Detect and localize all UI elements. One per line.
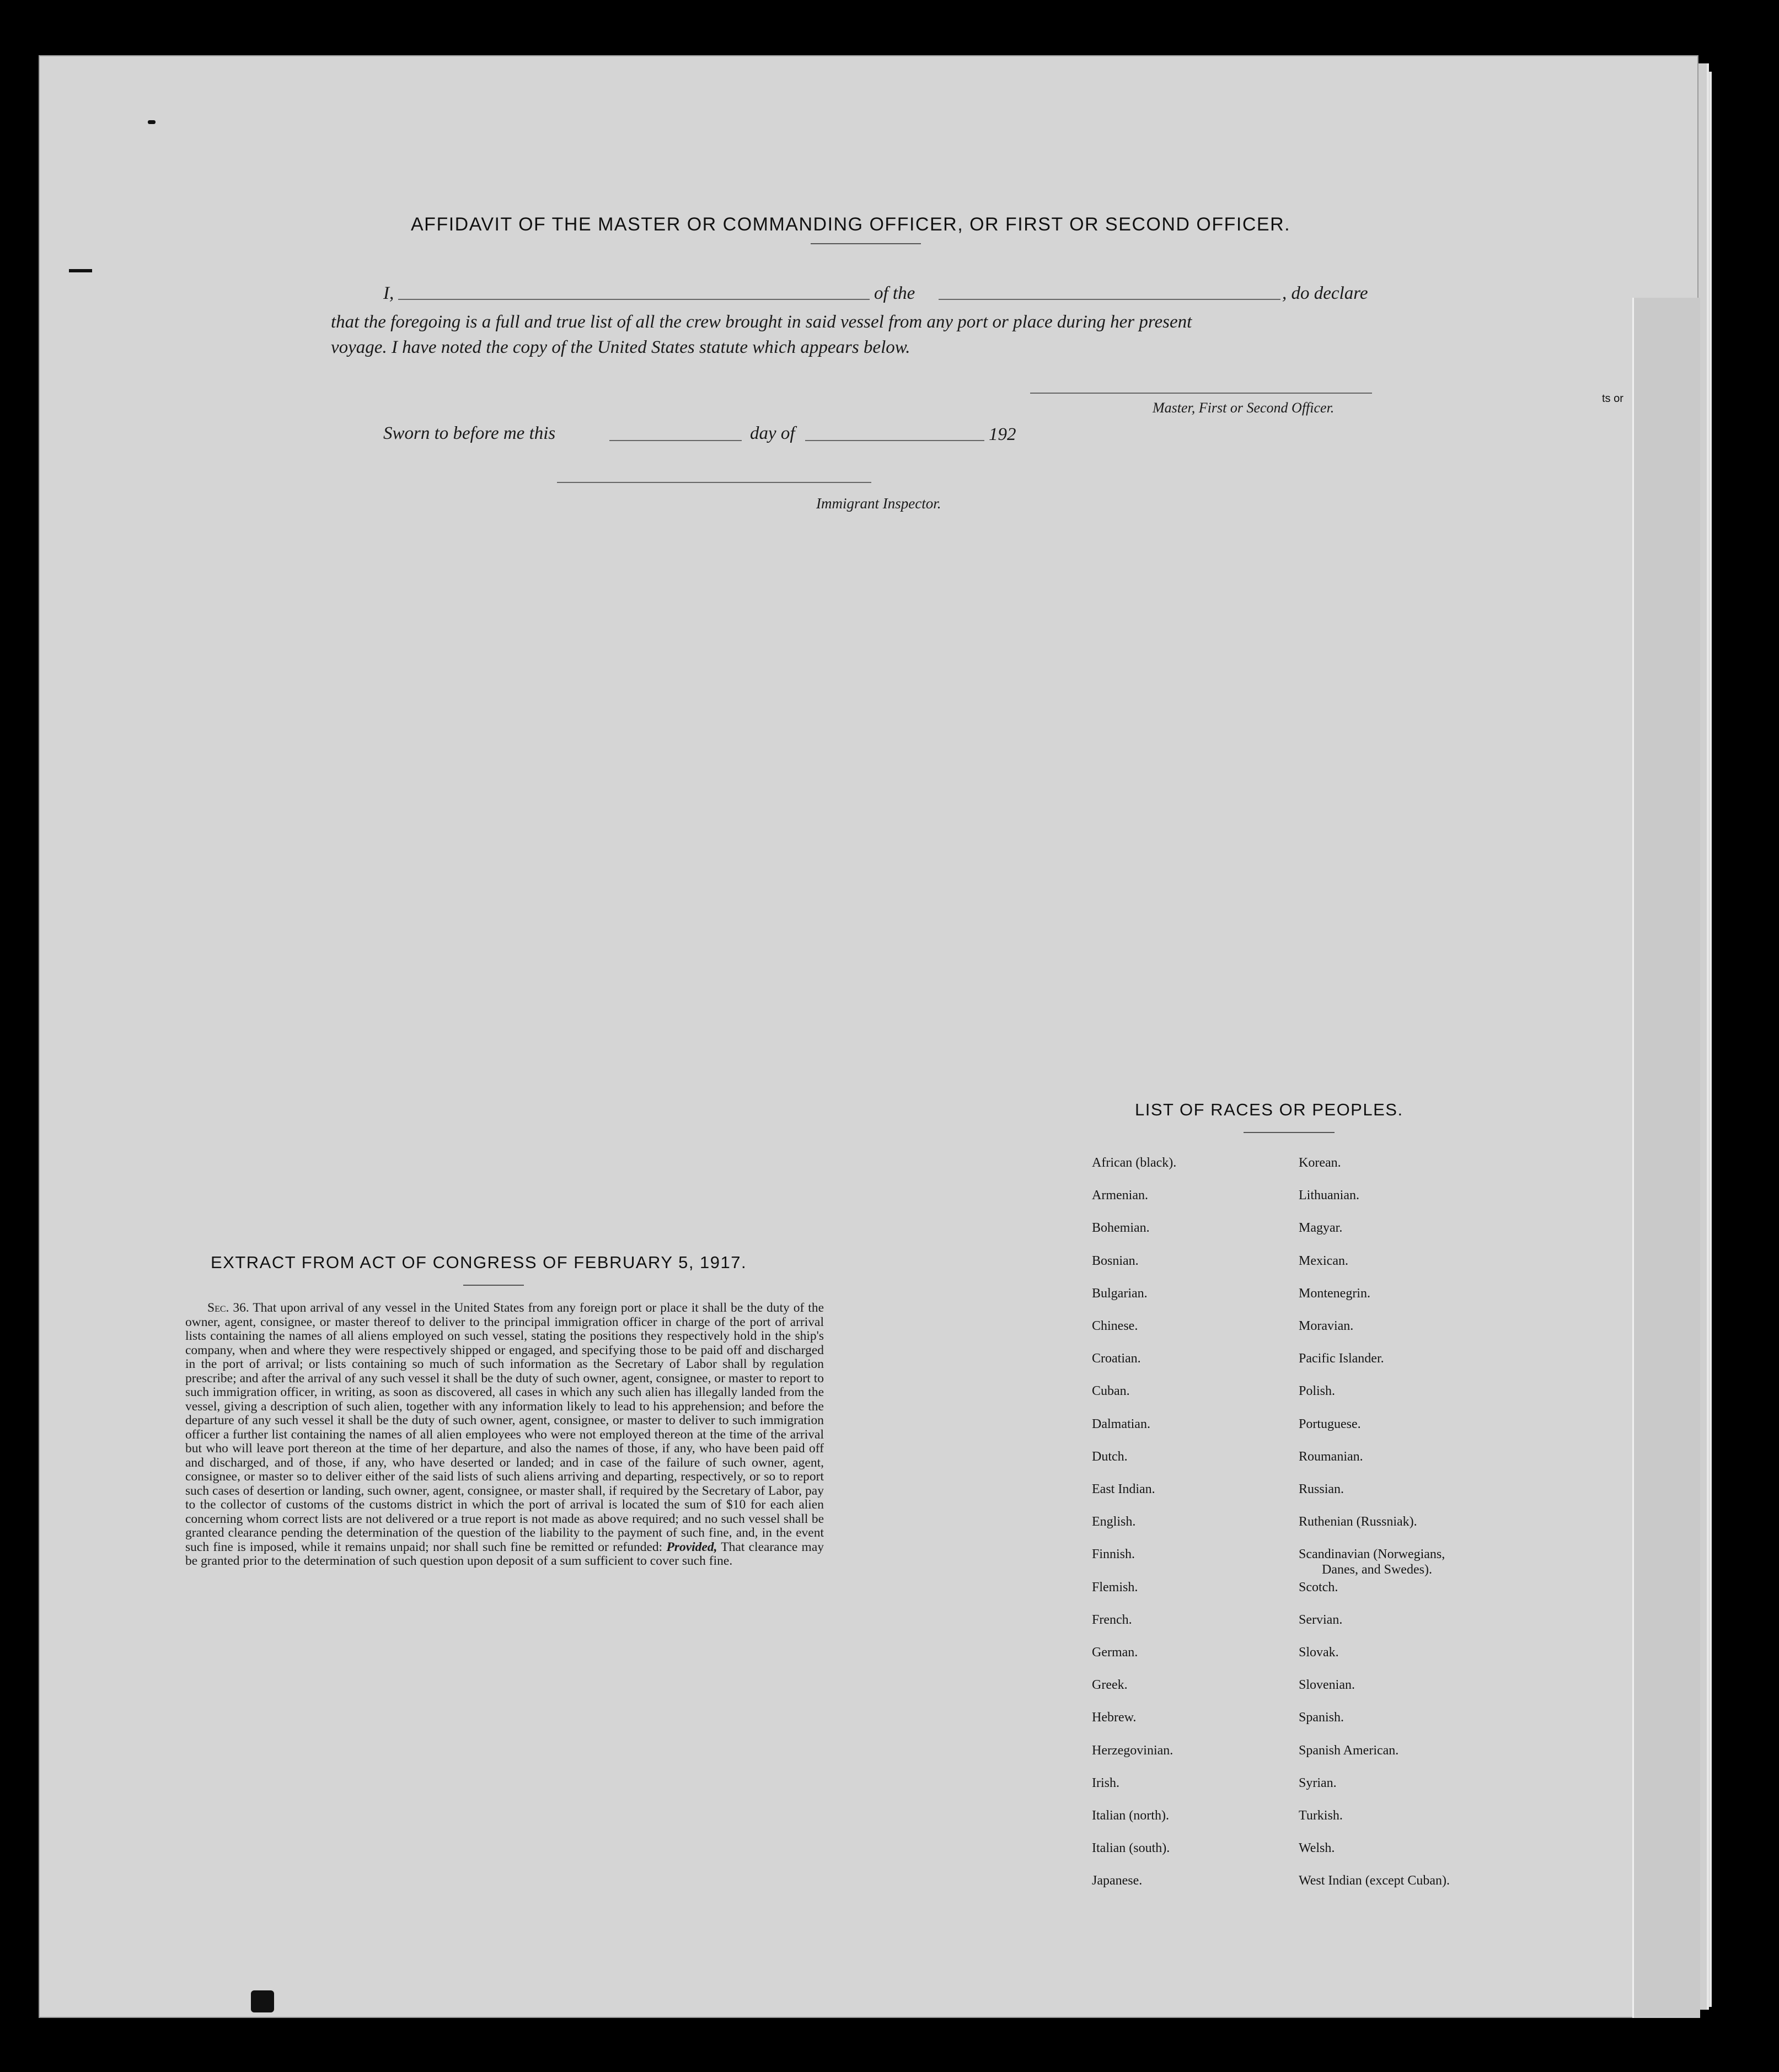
extract-title-rule (463, 1285, 524, 1286)
race-item-left-13: Flemish. (1092, 1580, 1138, 1595)
signature-caption: Master, First or Second Officer. (1153, 400, 1335, 416)
race-item-right-16: Slovak. (1299, 1645, 1339, 1660)
sworn-mid: day of (750, 423, 795, 443)
race-item-left-12: Finnish. (1092, 1547, 1135, 1562)
master-name-blank (398, 299, 870, 300)
race-item-right-15: Servian. (1299, 1612, 1343, 1627)
affidavit-line1-mid: of the (874, 283, 915, 303)
statute-body: That upon arrival of any vessel in the United States from any foreign port or place it shall be the duty of the owner, agent, consignee, or master thereof to deliver to the principal immigration officer in charge of the port of arrival lists containing the names of all aliens employed on such vessel, stating the positions they respectively hold in the ship's company, when and where they were respectively shipped or engaged, and specifying those to be paid off and discharged in the port of arrival; or lists containing so much of such information as the Secretary of Labor shall by regulation prescribe; and after the arrival of any such vessel it shall be the duty of such owner, agent, consignee, or master to report to such immigration officer, in writing, as soon as discovered, all cases in which any such alien has illegally landed from the vessel, giving a description of such alien, together with any information likely to lead to his apprehension; and before the departure of any such vessel it shall be the duty of such owner, agent, consignee, or master to deliver to such immigration officer a further list containing the names of all alien employees who were not employed thereon at the time of the arrival but who will leave port thereon at the time of her departure, and also the names of those, if any, who have been paid off and discharged, and of those, if any, who have deserted or landed; and in case of the failure of such owner, agent, consignee, or master so to deliver either of the said lists of such aliens arriving and departing, respectively, or so to report such cases of desertion or landing, such owner, agent, consignee, or master shall, if required by the Secretary of Labor, pay to the collector of customs of the customs district in which the port of arrival is located the sum of $10 for each alien concerning whom correct lists are not delivered or a true report is not made as above required; and no such vessel shall be granted clearance pending the determination of the question of the liability to the payment of such fine, and, in the event such fine is imposed, while it remains unpaid; nor shall such fine be remitted or refunded: (185, 1301, 824, 1554)
races-title: LIST OF RACES OR PEOPLES. (1135, 1100, 1403, 1119)
ink-mark-top-left (148, 120, 156, 124)
race-item-left-16: Greek. (1092, 1678, 1128, 1693)
race-item-left-7: Cuban. (1092, 1384, 1130, 1399)
affidavit-title-rule (811, 243, 921, 244)
race-item-left-4: Bulgarian. (1092, 1286, 1148, 1301)
affidavit-line3: voyage. I have noted the copy of the United States statute which appears below. (331, 337, 910, 357)
race-item-left-9: Dutch. (1092, 1449, 1128, 1464)
race-item-right-11: Ruthenian (Russniak). (1299, 1515, 1417, 1529)
inspector-caption: Immigrant Inspector. (816, 495, 941, 512)
affidavit-title: AFFIDAVIT OF THE MASTER OR COMMANDING OFFICER, OR FIRST OR SECOND OFFICER. (411, 214, 1291, 235)
race-item-left-21: Italian (south). (1092, 1841, 1170, 1856)
race-item-right-3: Mexican. (1299, 1253, 1348, 1268)
race-item-right-17: Slovenian. (1299, 1678, 1355, 1693)
race-item-left-0: African (black). (1092, 1156, 1177, 1170)
races-title-rule (1244, 1132, 1335, 1133)
affidavit-line1-end: , do declare (1282, 283, 1368, 303)
race-item-right-22: Welsh. (1299, 1841, 1335, 1856)
race-item-right-0: Korean. (1299, 1156, 1341, 1170)
race-item-right-5: Moravian. (1299, 1319, 1354, 1333)
sworn-start: Sworn to before me this (383, 423, 556, 443)
section-label: Sec. 36. (207, 1301, 249, 1315)
race-item-left-14: French. (1092, 1612, 1132, 1627)
statute-text (185, 1301, 824, 1569)
race-item-right-1: Lithuanian. (1299, 1188, 1359, 1203)
race-item-left-18: Herzegovinian. (1092, 1743, 1174, 1758)
race-item-left-6: Croatian. (1092, 1351, 1141, 1366)
provided-text: That clearance may be granted prior to the determination of such question upon deposit of a sum sufficient to cover such fine. (185, 1539, 824, 1568)
race-item-right-14: Scotch. (1299, 1580, 1338, 1595)
race-item-right-9: Roumanian. (1299, 1449, 1363, 1464)
margin-fragment: ts or (1602, 393, 1623, 405)
race-item-left-22: Japanese. (1092, 1874, 1143, 1888)
race-item-left-20: Italian (north). (1092, 1808, 1169, 1823)
race-item-right-23: West Indian (except Cuban). (1299, 1874, 1450, 1888)
race-item-left-10: East Indian. (1092, 1482, 1155, 1496)
inspector-blank (557, 482, 871, 483)
race-item-right-12: Scandinavian (Norwegians, (1299, 1547, 1445, 1562)
race-item-left-5: Chinese. (1092, 1319, 1138, 1333)
race-item-right-8: Portuguese. (1299, 1416, 1361, 1431)
sworn-day-blank (609, 440, 742, 441)
race-item-right-10: Russian. (1299, 1482, 1344, 1496)
race-item-right-6: Pacific Islander. (1299, 1351, 1384, 1366)
ink-mark-left-edge (69, 269, 92, 272)
race-item-left-15: German. (1092, 1645, 1138, 1660)
race-item-left-19: Irish. (1092, 1775, 1119, 1790)
affidavit-line1-start: I, (383, 283, 394, 303)
sworn-month-blank (805, 440, 984, 441)
extract-title: EXTRACT FROM ACT OF CONGRESS OF FEBRUARY 5, 1917. (211, 1253, 747, 1272)
race-item-right-21: Turkish. (1299, 1808, 1343, 1823)
race-item-left-1: Armenian. (1092, 1188, 1148, 1203)
torn-page-edge (1632, 298, 1700, 2018)
race-item-left-3: Bosnian. (1092, 1253, 1139, 1268)
race-item-right-18: Spanish. (1299, 1710, 1344, 1725)
race-item-left-17: Hebrew. (1092, 1710, 1137, 1725)
ink-mark-bottom-left (251, 1990, 274, 2012)
race-item-left-8: Dalmatian. (1092, 1416, 1150, 1431)
vessel-name-blank (939, 299, 1280, 300)
race-item-right-19: Spanish American. (1299, 1743, 1399, 1758)
provided-label: Provided, (666, 1539, 717, 1554)
race-item-right-7: Polish. (1299, 1384, 1336, 1399)
race-item-right-2: Magyar. (1299, 1221, 1343, 1236)
race-item-left-2: Bohemian. (1092, 1221, 1150, 1236)
race-item-left-11: English. (1092, 1515, 1136, 1529)
signature-blank (1030, 393, 1372, 394)
race-item-right-13: Danes, and Swedes). (1322, 1563, 1432, 1577)
affidavit-line2: that the foregoing is a full and true list of all the crew brought in said vessel from any port or place during her present (331, 312, 1192, 332)
sworn-year: 192 (989, 425, 1016, 444)
race-item-right-20: Syrian. (1299, 1775, 1337, 1790)
race-item-right-4: Montenegrin. (1299, 1286, 1370, 1301)
